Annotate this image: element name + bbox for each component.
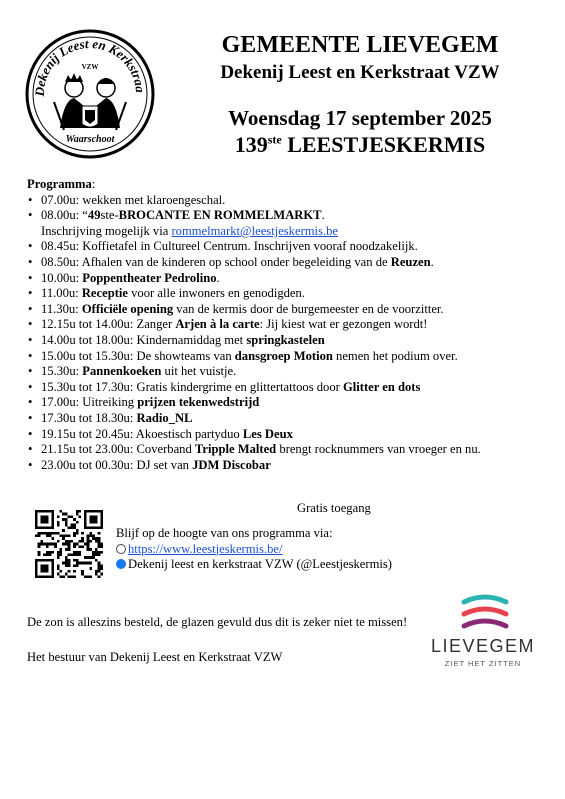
program-highlight: Poppentheater Pedrolino — [82, 270, 217, 285]
lievegem-logo-tagline: ZIET HET ZITTEN — [444, 659, 522, 668]
program-time: 10.00u — [41, 270, 76, 285]
program-item — [27, 458, 557, 474]
program-item — [27, 255, 557, 271]
facebook-icon — [116, 559, 126, 569]
program-text: : Uitreiking — [75, 395, 138, 410]
event-name: LEESTJESKERMIS — [287, 132, 486, 157]
email-link[interactable]: rommelmarkt@leestjeskermis.be — [171, 223, 338, 238]
program-item — [27, 395, 557, 411]
event-title — [160, 132, 560, 158]
program-highlight: dansgroep Motion — [234, 348, 333, 363]
program-highlight: Reuzen — [390, 254, 431, 269]
program-text: Inschrijving mogelijk via — [41, 223, 172, 238]
seal-bottom-text: Waarschoot — [65, 134, 115, 145]
program-highlight: prijzen tekenwedstrijd — [137, 395, 260, 410]
closing-line: De zon is alleszins besteld, de glazen gevuld dus dit is zeker niet te missen! — [27, 615, 408, 629]
program-time: 11.00u — [41, 286, 76, 301]
program-item — [27, 364, 557, 380]
program-highlight: Officiële opening — [81, 301, 174, 316]
program-highlight: Pannenkoeken — [82, 364, 162, 379]
dekenij-seal-logo — [24, 28, 156, 160]
edition-suffix: ste — [267, 132, 282, 147]
program-text: : DJ set van — [129, 457, 193, 472]
program-title: Programma — [27, 177, 92, 191]
program-highlight: Receptie — [81, 286, 128, 301]
program-text: : De showteams van — [129, 348, 235, 363]
facebook-row — [116, 557, 392, 573]
program-highlight: Glitter en dots — [342, 379, 421, 394]
program-text: : Akoestisch partyduo — [129, 426, 243, 441]
program-text: nemen het podium over. — [332, 348, 458, 363]
program-text: . — [216, 270, 220, 285]
program-item — [27, 411, 557, 427]
website-row — [116, 542, 392, 558]
program-item — [27, 208, 557, 239]
seal-vzw-text: VZW — [81, 63, 99, 71]
follow-section — [116, 526, 392, 573]
globe-icon — [116, 544, 126, 554]
program-item — [27, 427, 557, 443]
program-time: 11.30u — [41, 301, 76, 316]
program-highlight: Les Deux — [242, 426, 293, 441]
program-time: 08.00u — [41, 208, 76, 223]
program-text: ste- — [100, 208, 119, 223]
program-time: 17.30u tot 18.30u — [41, 410, 130, 425]
program-time: 17.00u — [41, 395, 76, 410]
program-item-continuation — [41, 224, 557, 240]
program-text: : — [75, 301, 82, 316]
program-time: 21.15u tot 23.00u — [41, 442, 130, 457]
qr-code[interactable] — [35, 510, 103, 578]
program-text: . — [321, 208, 325, 223]
event-date: Woensdag 17 september 2025 — [228, 106, 492, 130]
lievegem-logo-name: LIEVEGEM — [430, 636, 536, 656]
program-time: 23.00u tot 00.30u — [41, 457, 130, 472]
program-highlight: 49 — [87, 208, 101, 223]
organization-subtitle: Dekenij Leest en Kerkstraat VZW — [220, 62, 500, 83]
seal-top-text: Dekenij Leest en Kerkstraa — [31, 36, 149, 97]
program-highlight: springkastelen — [246, 332, 325, 347]
website-link[interactable]: https://www.leestjeskermis.be/ — [128, 541, 283, 556]
program-item — [27, 286, 557, 302]
program-highlight: Arjen à la carte — [175, 317, 260, 332]
free-entry-text: Gratis toegang — [297, 501, 371, 515]
program-item — [27, 239, 557, 255]
program-text: : — [129, 410, 137, 425]
program-item — [27, 442, 557, 458]
facebook-page: Dekenij leest en kerkstraat VZW (@Leestjeskermis) — [128, 557, 392, 571]
program-text: uit het vuistje. — [161, 364, 237, 379]
program-time: 15.00u tot 15.30u — [41, 348, 130, 363]
program-text: : — [75, 364, 83, 379]
program-time: 19.15u tot 20.45u — [41, 426, 130, 441]
program-item — [27, 302, 557, 318]
program-text: : Kindernamiddag met — [129, 332, 247, 347]
program-text: : Afhalen van de kinderen op school onder begeleiding van de — [75, 254, 391, 269]
program-text: . — [430, 254, 434, 269]
program-text: : — [75, 270, 83, 285]
program-text: : — [75, 286, 82, 301]
program-text: van de kermis door de burgemeester en de voorzitter. — [173, 301, 444, 316]
program-highlight: Radio_NL — [136, 410, 193, 425]
edition-number: 139 — [234, 132, 268, 157]
program-text: : Jij kiest wat er gezongen wordt! — [259, 317, 428, 332]
program-time: 08.50u — [41, 254, 76, 269]
program-item — [27, 380, 557, 396]
program-item — [27, 349, 557, 365]
program-highlight: JDM Discobar — [192, 457, 271, 472]
program-item — [27, 271, 557, 287]
program-text: brengt rocknummers van vroeger en nu. — [276, 442, 481, 457]
program-text: : Gratis kindergrime en glittertattoos door — [129, 379, 343, 394]
page-title: GEMEENTE LIEVEGEM — [221, 32, 499, 58]
program-section — [27, 177, 557, 473]
program-time: 14.00u tot 18.00u — [41, 332, 130, 347]
program-text: voor alle inwoners en genodigden. — [127, 286, 305, 301]
program-highlight: Tripple Malted — [194, 442, 277, 457]
signature-line: Het bestuur van Dekenij Leest en Kerkstraat VZW — [27, 650, 283, 664]
program-item — [27, 333, 557, 349]
program-list — [27, 193, 557, 474]
program-time: 15.30u — [41, 364, 76, 379]
program-time: 07.00u — [41, 192, 76, 207]
program-time: 12.15u tot 14.00u — [41, 317, 130, 332]
program-heading: Programma: — [27, 177, 96, 191]
program-text: : Zanger — [129, 317, 176, 332]
program-time: 08.45u — [41, 239, 76, 254]
program-text: : Coverband — [129, 442, 195, 457]
program-text: : Koffietafel in Cultureel Centrum. Inschrijven vooraf noodzakelijk. — [75, 239, 418, 254]
program-highlight: BROCANTE EN ROMMELMARKT — [118, 208, 322, 223]
program-text: : “ — [75, 208, 88, 223]
program-item — [27, 317, 557, 333]
program-time: 15.30u tot 17.30u — [41, 379, 130, 394]
follow-intro: Blijf op de hoogte van ons programma via: — [116, 526, 333, 540]
program-text: : wekken met klaroengeschal. — [75, 192, 226, 207]
program-item — [27, 193, 557, 209]
